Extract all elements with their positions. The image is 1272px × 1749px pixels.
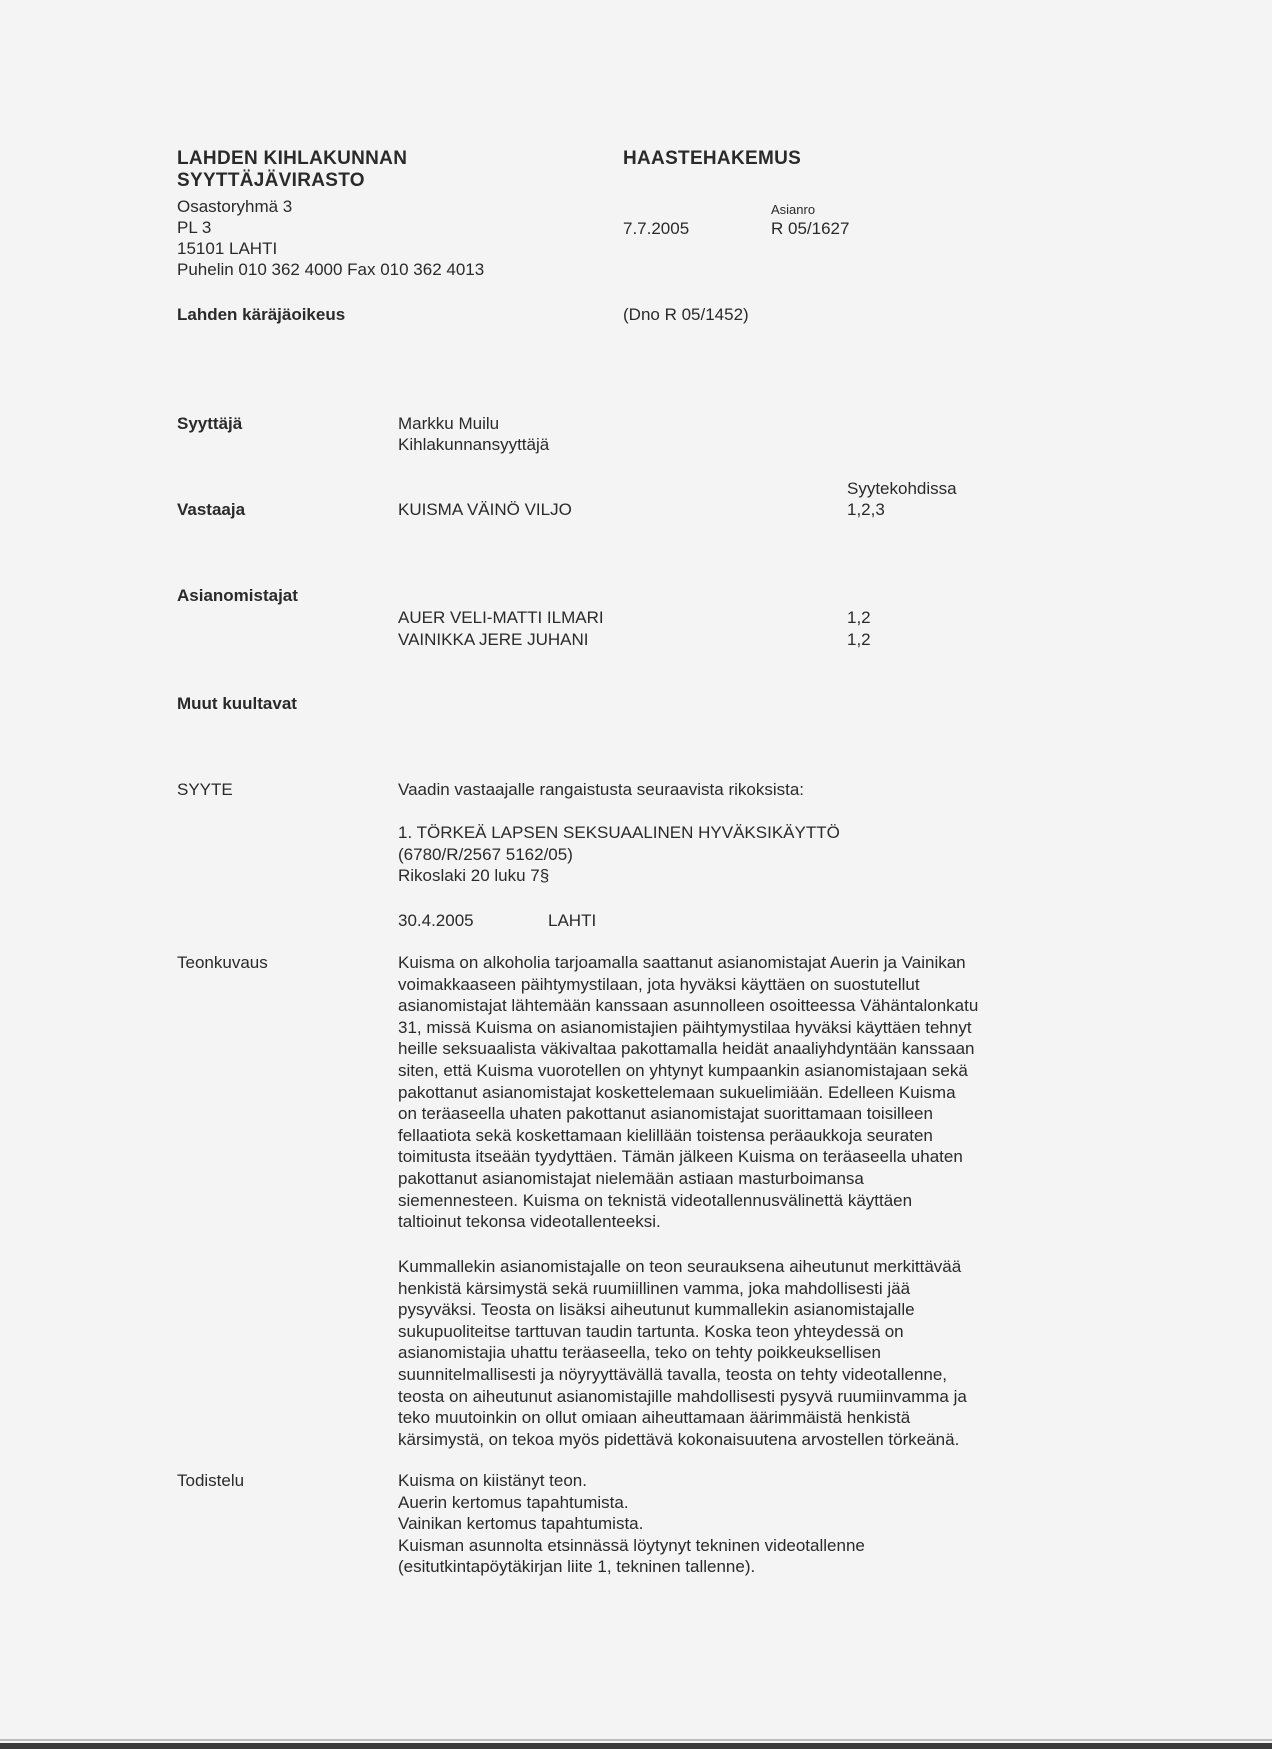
text-line: pakottanut asianomistajat koskettelemaan sukuelimiään. Edelleen Kuisma <box>398 1082 956 1102</box>
org-po-box: PL 3 <box>177 218 212 237</box>
org-unit: Osastoryhmä 3 <box>177 197 293 216</box>
text-line: 31, missä Kuisma on asianomistajien päihtymystilaa hyväksi käyttäen tehnyt <box>398 1017 972 1037</box>
text-line: fellaatiota sekä koskettamaan kielillään toistensa peräaukkoja seuraten <box>398 1125 933 1145</box>
court-name: Lahden käräjäoikeus <box>177 305 346 324</box>
asianro-value: R 05/1627 <box>771 219 850 238</box>
text-line: suunnitelmallisesti ja nöyryyttävällä tavalla, teosta on tehty videotallenne, <box>398 1364 948 1384</box>
text-line: Kummallekin asianomistajalle on teon seurauksena aiheutunut merkittävää <box>398 1257 962 1276</box>
prosecutor-name: Markku Muilu <box>398 414 500 433</box>
counts-value: 1,2,3 <box>847 500 885 519</box>
evidence-label: Todistelu <box>177 1471 245 1490</box>
charge-place: LAHTI <box>548 911 597 930</box>
text-line: Kuisma on alkoholia tarjoamalla saattanut asianomistajat Auerin ja Vainikan <box>398 953 966 972</box>
text-line: teosta on aiheutunut asianomistajille mahdollisesti pysyvä ruumiinvamma ja <box>398 1386 967 1406</box>
text-line: asianomistajia uhattu teräaseella, teko on tehty poikkeuksellisen <box>398 1343 881 1363</box>
text-line: asianomistajat lähtemään kanssaan asunnolleen osoitteessa Vähäntalonkatu <box>398 996 979 1016</box>
text-line: voimakkaaseen päihtymystilaan, jota hyväksi käyttäen on suostutellut <box>398 974 920 994</box>
text-line: kärsimystä, on tekoa myös pidettävä kokonaisuutena arvostellen törkeänä. <box>398 1429 960 1449</box>
owner-counts: 1,2 <box>847 608 871 627</box>
owners-label: Asianomistajat <box>177 586 298 605</box>
text-line: siten, että Kuisma vuorotellen on yhtynyt kumpaankin asianomistajaan sekä <box>398 1060 968 1080</box>
defendant-name: KUISMA VÄINÖ VILJO <box>398 500 572 519</box>
org-postal: 15101 LAHTI <box>177 239 278 258</box>
list-item: Vainikan kertomus tapahtumista. <box>398 1514 644 1534</box>
prosecutor-label: Syyttäjä <box>177 414 243 433</box>
owner-name: VAINIKKA JERE JUHANI <box>398 630 589 649</box>
charge-reference: (6780/R/2567 5162/05) <box>398 845 573 864</box>
evidence-list <box>398 1470 1048 1578</box>
counts-label: Syytekohdissa <box>847 479 957 498</box>
text-line: on teräaseella uhaten pakottanut asianomistajat suorittamaan toisilleen <box>398 1104 933 1124</box>
list-item: (esitutkintapöytäkirjan liite 1, tekninen tallenne). <box>398 1557 756 1577</box>
defendant-label: Vastaaja <box>177 500 246 519</box>
text-line: teko muutoinkin on ollut omiaan aiheuttamaan äärimmäistä henkistä <box>398 1408 911 1428</box>
charge-label: SYYTE <box>177 780 233 799</box>
text-line: taltioinut tekonsa videotallenteeksi. <box>398 1212 661 1232</box>
charge-intro: Vaadin vastaajalle rangaistusta seuraavista rikoksista: <box>398 780 805 799</box>
list-item: Auerin kertomus tapahtumista. <box>398 1492 629 1512</box>
asianro-label: Asianro <box>771 202 816 217</box>
list-item: Kuisman asunnolta etsinnässä löytynyt tekninen videotallenne <box>398 1535 865 1555</box>
org-phone: Puhelin 010 362 4000 Fax 010 362 4013 <box>177 260 485 279</box>
document-date: 7.7.2005 <box>623 219 690 238</box>
scan-edge-line <box>0 1739 1272 1741</box>
other-parties-label: Muut kuultavat <box>177 694 297 713</box>
text-line: siemennesteen. Kuisma on teknistä videotallennusvälinettä käyttäen <box>398 1190 913 1210</box>
list-item: Kuisma on kiistänyt teon. <box>398 1471 587 1490</box>
scan-bottom-edge <box>0 1743 1272 1749</box>
text-line: toimitusta itseään tyydyttäen. Tämän jälkeen Kuisma on teräaseella uhaten <box>398 1147 963 1167</box>
description-paragraph-2 <box>398 1256 1048 1450</box>
document-title: HAASTEHAKEMUS <box>623 148 802 169</box>
description-paragraph-1 <box>398 952 1048 1233</box>
text-line: sukupuoliteitse tarttuvan taudin tartunta. Koska teon yhteydessä on <box>398 1321 904 1341</box>
org-name-line1: LAHDEN KIHLAKUNNAN <box>177 148 408 169</box>
description-label: Teonkuvaus <box>177 953 268 972</box>
text-line: henkistä kärsimystä sekä ruumiillinen vamma, joka mahdollisesti jää <box>398 1278 911 1298</box>
charge-law: Rikoslaki 20 luku 7§ <box>398 866 550 885</box>
text-line: pysyväksi. Teosta on lisäksi aiheutunut kummallekin asianomistajalle <box>398 1300 915 1320</box>
org-name-line2: SYYTTÄJÄVIRASTO <box>177 170 365 191</box>
prosecutor-title: Kihlakunnansyyttäjä <box>398 435 550 454</box>
owner-counts: 1,2 <box>847 630 871 649</box>
dno-reference: (Dno R 05/1452) <box>623 305 749 324</box>
charge-date: 30.4.2005 <box>398 911 474 930</box>
text-line: pakottanut asianomistajat nielemään astiaan masturboimansa <box>398 1168 864 1188</box>
text-line: heille seksuaalista väkivaltaa pakottamalla heidät anaaliyhdyntään kanssaan <box>398 1039 975 1059</box>
charge-title: 1. TÖRKEÄ LAPSEN SEKSUAALINEN HYVÄKSIKÄYTTÖ <box>398 823 840 842</box>
owner-name: AUER VELI-MATTI ILMARI <box>398 608 604 627</box>
